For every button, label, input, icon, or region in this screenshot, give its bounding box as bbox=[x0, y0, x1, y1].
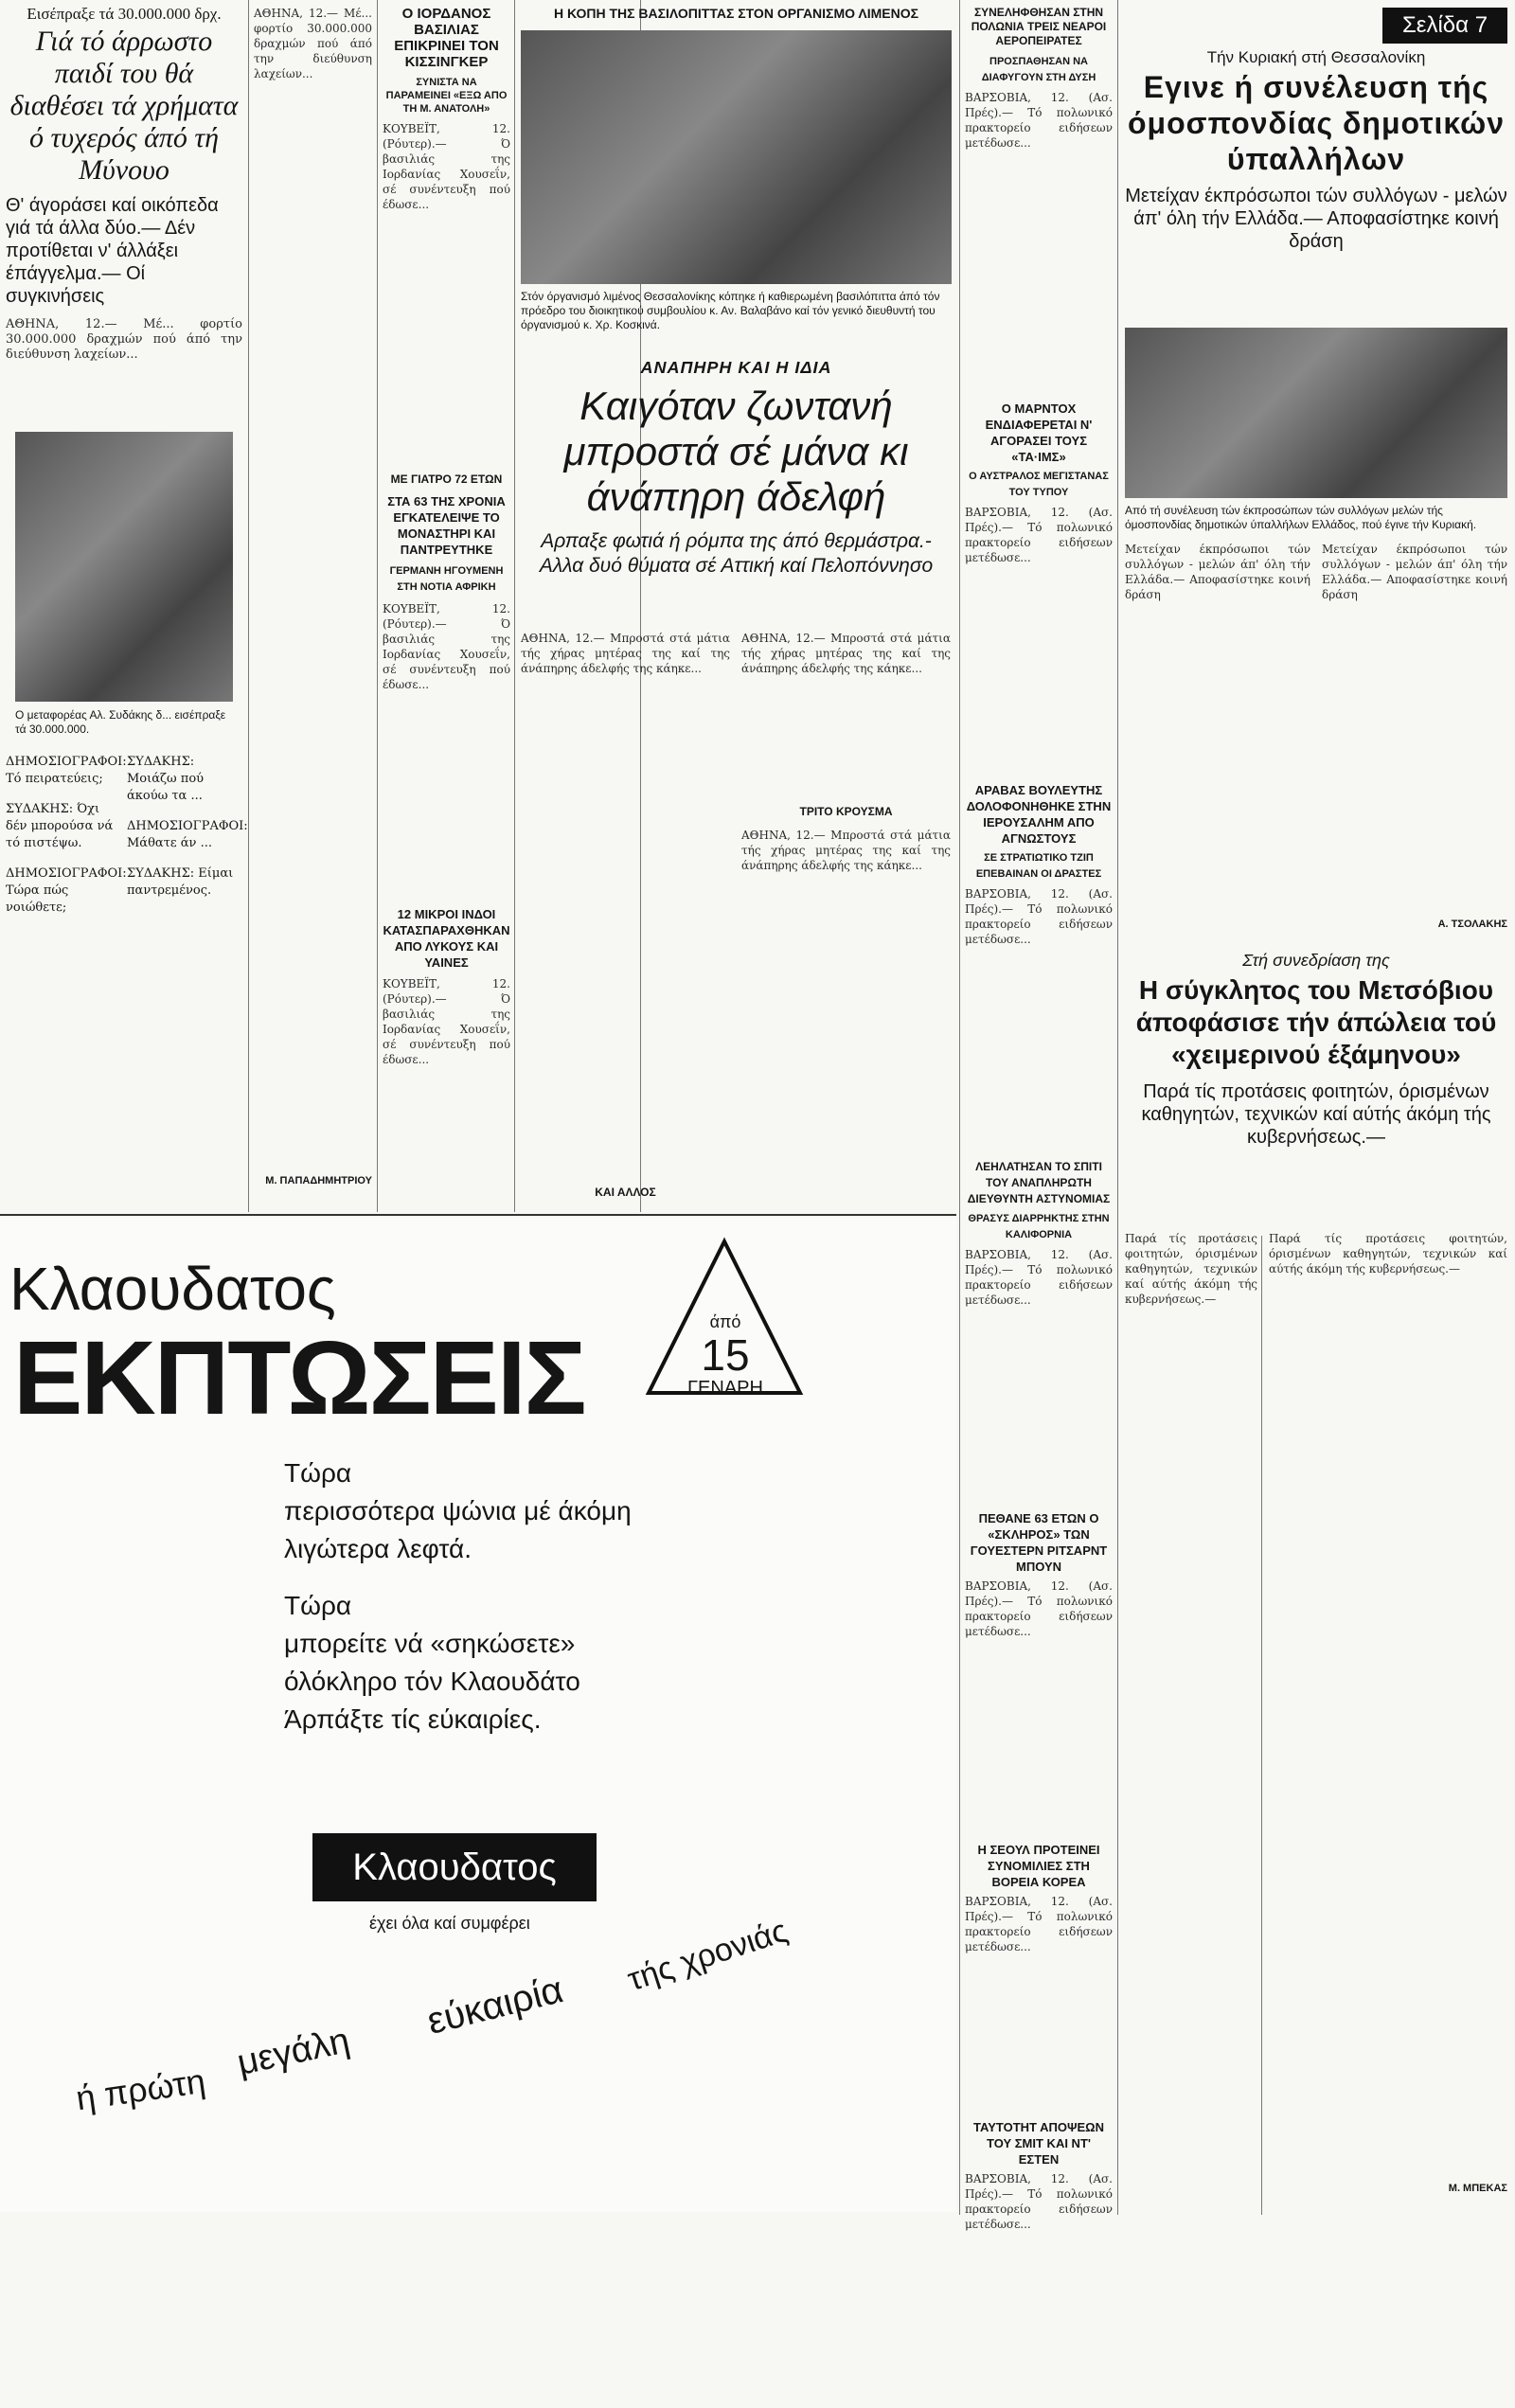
story-body: ΒΑΡΣΟΒΙΑ, 12. (Ασ. Πρές).— Τό πολωνικό πρακτορείο ειδήσεων μετέδωσε... bbox=[965, 1579, 1116, 1638]
story-headline: Εγινε ή συνέλευση τής όμοσπονδίας δημοτικών ύπαλλήλων bbox=[1128, 70, 1505, 176]
dialogue-line: ΔΗΜΟΣΙΟΓΡΑΦΟΙ: Τό πειρατεύεις; bbox=[6, 755, 127, 786]
klaoudatos-ad bbox=[0, 1218, 956, 2212]
wire-news-column bbox=[965, 6, 1116, 2231]
story-body: ΒΑΡΣΟΒΙΑ, 12. (Ασ. Πρές).— Τό πολωνικό πρακτορείο ειδήσεων μετέδωσε... bbox=[965, 2172, 1116, 2231]
story-subhead: Ο ΑΥΣΤΡΑΛΟΣ ΜΕΓΙΣΤΑΝΑΣ ΤΟΥ ΤΥΠΟΥ bbox=[969, 471, 1109, 498]
column-rule bbox=[1117, 0, 1118, 2215]
ad-word: τής χρονιάς bbox=[623, 1912, 793, 1999]
story-headline: Ο ΙΟΡΔΑΝΟΣ ΒΑΣΙΛΙΑΣ ΕΠΙΚΡΙΝΕΙ ΤΟΝ ΚΙΣΣΙΝΓΚΕΡ bbox=[394, 6, 499, 70]
ad-word: ή πρώτη bbox=[73, 2060, 208, 2118]
ad-line: Τώρα bbox=[284, 1458, 352, 1488]
story-kicker: Στή συνεδρίαση της bbox=[1242, 951, 1390, 970]
ad-line: όλόκληρο τόν Κλαουδάτο bbox=[284, 1667, 580, 1696]
story-body: Μετείχαν έκπρόσωποι τών συλλόγων - μελών άπ' όλη τήν Ελλάδα.— Αποφασίστηκε κοινή δράση bbox=[1125, 543, 1314, 601]
subsection-heading: ΤΡΙΤΟ ΚΡΟΥΣΜΑ bbox=[799, 805, 893, 818]
senate-story-col1 bbox=[1125, 1231, 1261, 2206]
story-headline: 12 ΜΙΚΡΟΙ ΙΝΔΟΙ ΚΑΤΑΣΠΑΡΑΧΘΗΚΑΝ ΑΠΟ ΛΥΚΟΥΣ ΚΑΙ ΥΑΙΝΕΣ bbox=[383, 907, 510, 970]
ad-top-rule bbox=[0, 1214, 956, 1216]
story-headline: Ο ΜΑΡΝΤΟΧ ΕΝΔΙΑΦΕΡΕΤΑΙ Ν' ΑΓΟΡΑΣΕΙ ΤΟΥΣ «ΤΑ·ΙΜΣ» bbox=[985, 401, 1093, 464]
ad-word: εύκαιρία bbox=[422, 1969, 568, 2043]
ad-logo: Κλαουδατος bbox=[312, 1833, 597, 1901]
story-headline: ΑΡΑΒΑΣ ΒΟΥΛΕΥΤΗΣ ΔΟΛΟΦΟΝΗΘΗΚΕ ΣΤΗΝ ΙΕΡΟΥΣΑΛΗΜ ΑΠΟ ΑΓΝΩΣΤΟΥΣ bbox=[966, 783, 1112, 846]
dialogue-line: ΣΥΔΑΚΗΣ: Είμαι παντρεμένος. bbox=[127, 866, 234, 898]
portrait-photo bbox=[15, 432, 233, 702]
ceremony-photo bbox=[521, 30, 952, 284]
ad-copy bbox=[284, 1454, 632, 1739]
ad-month: ΓΕΝΑΡΗ bbox=[687, 1378, 763, 1399]
story-body: Παρά τίς προτάσεις φοιτητών, όρισμένων καθηγητών, τεχνικών καί αύτής άκόμη τής κυβερνήσεως.— bbox=[1269, 1232, 1511, 1275]
story-subhead: ΣΥΝΙΣΤΑ ΝΑ ΠΑΡΑΜΕΙΝΕΙ «ΕΞΩ ΑΠΟ ΤΗ Μ. ΑΝΑΤΟΛΗ» bbox=[385, 77, 508, 115]
story-headline: ΛΕΗΛΑΤΗΣΑΝ ΤΟ ΣΠΙΤΙ ΤΟΥ ΑΝΑΠΛΗΡΩΤΗ ΔΙΕΥΘΥΝΤΗ ΑΣΤΥΝΟΜΙΑΣ bbox=[967, 1160, 1111, 1205]
ad-line: Άρπάξτε τίς εύκαιρίες. bbox=[284, 1704, 542, 1734]
photo-caption: Στόν όργανισμό λιμένος Θεσσαλονίκης κόπηκε ή καθιερωμένη βασιλόπιττα άπό τόν πρόεδρο του διοικητικού συμβουλίου κ. Αν. Βαλαβάνο καί τόν γενικό διευθυντή του όργανισμού κ. Χρ. Κοσκινά. bbox=[521, 290, 940, 331]
dialogue-continuation bbox=[254, 6, 376, 1208]
ad-line: περισσότερα ψώνια μέ άκόμη bbox=[284, 1496, 632, 1525]
story-subhead: ΠΡΟΣΠΑΘΗΣΑΝ ΝΑ ΔΙΑΦΥΓΟΥΝ ΣΤΗ ΔΥΣΗ bbox=[981, 56, 1096, 83]
dialogue-line: ΣΥΔΑΚΗΣ: Όχι δέν μπορούσα νά τό πιστέψω. bbox=[6, 802, 114, 850]
story-subhead: Θ' άγοράσει καί οικόπεδα γιά τά άλλα δύο.— Δέν προτίθεται ν' άλλάξει έπάγγελμα.— Οί συγκινήσεις bbox=[6, 195, 219, 307]
dialogue-list-right bbox=[127, 754, 248, 1208]
ad-line: μπορείτε νά «σηκώσετε» bbox=[284, 1629, 576, 1658]
story-headline: Καιγόταν ζωντανή μπροστά σέ μάνα κι άνάπηρη άδελφή bbox=[563, 383, 909, 519]
assembly-photo bbox=[1125, 328, 1507, 498]
story-headline: ΣΤΑ 63 ΤΗΣ ΧΡΟΝΙΑ ΕΓΚΑΤΕΛΕΙΨΕ ΤΟ ΜΟΝΑΣΤΗΡΙ ΚΑΙ ΠΑΝΤΡΕΥΤΗΚΕ bbox=[387, 494, 506, 557]
story-body: ΚΟΥΒΕΪΤ, 12. (Ρόυτερ).— Ό βασιλιάς της Ιορδανίας Χουσεΐν, σέ συνέντευξη πού έδωσε... bbox=[383, 977, 514, 1066]
column-rule bbox=[377, 0, 378, 1212]
federation-story bbox=[1125, 6, 1511, 1227]
column-rule bbox=[248, 0, 249, 1212]
story-kicker: Τήν Κυριακή στή Θεσσαλονίκη bbox=[1206, 48, 1426, 66]
dialogue-line: ΣΥΔΑΚΗΣ: Μοιάζω πού άκούω τα ... bbox=[127, 755, 205, 803]
story-headline: ΜΕ ΓΙΑΤΡΟ 72 ΕΤΩΝ bbox=[390, 473, 503, 486]
story-headline: ΠΕΘΑΝΕ 63 ΕΤΩΝ Ο «ΣΚΛΗΡΟΣ» ΤΩΝ ΓΟΥΕΣΤΕΡΝ ΡΙΤΣΑΡΝΤ ΜΠΟΥΝ bbox=[970, 1511, 1108, 1574]
center-stories bbox=[521, 6, 952, 1208]
ad-word: μεγάλη bbox=[233, 2021, 353, 2084]
story-body: ΒΑΡΣΟΒΙΑ, 12. (Ασ. Πρές).— Τό πολωνικό πρακτορείο ειδήσεων μετέδωσε... bbox=[965, 887, 1116, 946]
column-rule bbox=[959, 0, 960, 2215]
story-kicker: Εισέπραξε τά 30.000.000 δρχ. bbox=[27, 5, 222, 23]
story-headline: Η σύγκλητος του Μετσόβιου άποφάσισε τήν άπώλεια τού «χειμερινού έξάμηνου» bbox=[1135, 975, 1497, 1069]
story-body: ΚΟΥΒΕΪΤ, 12. (Ρόυτερ).— Ό βασιλιάς της Ιορδανίας Χουσεΐν, σέ συνέντευξη πού έδωσε... bbox=[383, 602, 514, 691]
byline: Μ. ΠΑΠΑΔΗΜΗΤΡΙΟΥ bbox=[265, 1175, 372, 1186]
story-body: ΒΑΡΣΟΒΙΑ, 12. (Ασ. Πρές).— Τό πολωνικό πρακτορείο ειδήσεων μετέδωσε... bbox=[965, 91, 1116, 150]
story-body: ΑΘΗΝΑ, 12.— Μέ... φορτίο 30.000.000 δραχμών πού άπό την διεύθυνση λαχείων... bbox=[254, 7, 376, 80]
story-subhead: Μετείχαν έκπρόσωποι τών συλλόγων - μελών άπ' όλη τήν Ελλάδα.— Αποφασίστηκε κοινή δράση bbox=[1125, 186, 1507, 252]
ad-slogan: έχει όλα καί συμφέρει bbox=[369, 1914, 530, 1933]
story-subhead: Παρά τίς προτάσεις φοιτητών, όρισμένων καθηγητών, τεχνικών καί αύτής άκόμη τής κυβερνήσεως.— bbox=[1141, 1081, 1491, 1148]
story-body: ΒΑΡΣΟΒΙΑ, 12. (Ασ. Πρές).— Τό πολωνικό πρακτορείο ειδήσεων μετέδωσε... bbox=[965, 1248, 1116, 1307]
story-subhead: ΓΕΡΜΑΝΗ ΗΓΟΥΜΕΝΗ ΣΤΗ ΝΟΤΙΑ ΑΦΡΙΚΗ bbox=[389, 565, 504, 593]
ad-date bbox=[678, 1312, 773, 1400]
story-body: ΑΘΗΝΑ, 12.— Μπροστά στά μάτια τής χήρας μητέρας της καί της άνάπηρης άδελφής της κάηκε... bbox=[741, 632, 954, 675]
subsection-heading: ΚΑΙ ΑΛΛΟΣ bbox=[595, 1186, 656, 1199]
column-rule bbox=[1261, 1236, 1262, 2215]
story-body: ΑΘΗΝΑ, 12.— Μπροστά στά μάτια τής χήρας μητέρας της καί της άνάπηρης άδελφής της κάηκε... bbox=[521, 632, 734, 675]
story-subhead: ΣΕ ΣΤΡΑΤΙΩΤΙΚΟ ΤΖΙΠ ΕΠΕΒΑΙΝΑΝ ΟΙ ΔΡΑΣΤΕΣ bbox=[975, 852, 1102, 880]
story-headline: ΣΥΝΕΛΗΦΘΗΣΑΝ ΣΤΗΝ ΠΟΛΩΝΙΑ ΤΡΕΙΣ ΝΕΑΡΟΙ ΑΕΡΟΠΕΙΡΑΤΕΣ bbox=[971, 6, 1107, 47]
story-body: ΒΑΡΣΟΒΙΑ, 12. (Ασ. Πρές).— Τό πολωνικό πρακτορείο ειδήσεων μετέδωσε... bbox=[965, 506, 1116, 564]
story-kicker: ΑΝΑΠΗΡΗ ΚΑΙ Η ΙΔΙΑ bbox=[640, 358, 832, 377]
ad-brand: Κλαουδατος bbox=[9, 1255, 336, 1323]
story-headline: ΤΑΥΤΟΤΗΤ ΑΠΟΨΕΩΝ ΤΟΥ ΣΜΙΤ ΚΑΙ ΝΤ' ΕΣΤΕΝ bbox=[973, 2120, 1104, 2167]
byline: Α. ΤΣΟΛΑΚΗΣ bbox=[1437, 919, 1507, 930]
story-body: Παρά τίς προτάσεις φοιτητών, όρισμένων καθηγητών, τεχνικών καί αύτής άκόμη τής κυβερνήσεως.— bbox=[1125, 1232, 1261, 1306]
ad-big: ΕΚΠΤΩΣΕΙΣ bbox=[13, 1320, 585, 1436]
page-number-box: Σελίδα 7 bbox=[1382, 8, 1507, 44]
story-headline: Η ΣΕΟΥΛ ΠΡΟΤΕΙΝΕΙ ΣΥΝΟΜΙΛΙΕΣ ΣΤΗ ΒΟΡΕΙΑ ΚΟΡΕΑ bbox=[977, 1843, 1100, 1889]
dialogue-line: ΔΗΜΟΣΙΟΓΡΑΦΟΙ: Τώρα πώς νοιώθετε; bbox=[6, 866, 127, 915]
byline: Μ. ΜΠΕΚΑΣ bbox=[1448, 2183, 1507, 2194]
ad-line: λιγώτερα λεφτά. bbox=[284, 1534, 472, 1563]
story-subhead: ΘΡΑΣΥΣ ΔΙΑΡΡΗΚΤΗΣ ΣΤΗΝ ΚΑΛΙΦΟΡΝΙΑ bbox=[968, 1213, 1110, 1240]
story-body: ΚΟΥΒΕΪΤ, 12. (Ρόυτερ).— Ό βασιλιάς της Ιορδανίας Χουσεΐν, σέ συνέντευξη πού έδωσε... bbox=[383, 122, 514, 211]
story-headline: Γιά τό άρρωστο παιδί του θά διαθέσει τά χρήματα ό τυχερός άπό τή Μύνουο bbox=[9, 26, 239, 186]
story-subhead: Αρπαξε φωτιά ή ρόμπα της άπό θερμάστρα.- Αλλα δυό θύματα σέ Αττική καί Πελοπόννησο bbox=[539, 530, 934, 577]
story-body: Μετείχαν έκπρόσωποι τών συλλόγων - μελών άπ' όλη τήν Ελλάδα.— Αποφασίστηκε κοινή δράση bbox=[1322, 543, 1511, 601]
ad-line: Τώρα bbox=[284, 1591, 352, 1620]
senate-story-col2 bbox=[1269, 1231, 1511, 2206]
story-body: ΑΘΗΝΑ, 12.— Μπροστά στά μάτια τής χήρας μητέρας της καί της άνάπηρης άδελφής της κάηκε... bbox=[741, 829, 954, 872]
story-body: ΒΑΡΣΟΒΙΑ, 12. (Ασ. Πρές).— Τό πολωνικό πρακτορείο ειδήσεων μετέδωσε... bbox=[965, 1895, 1116, 1953]
dialogue-line: ΔΗΜΟΣΙΟΓΡΑΦΟΙ: Μάθατε άν ... bbox=[127, 819, 248, 850]
column-rule bbox=[514, 0, 515, 1212]
story-body: ΑΘΗΝΑ, 12.— Μέ... φορτίο 30.000.000 δραχμών πού άπό την διεύθυνση λαχείων... bbox=[6, 317, 247, 362]
photo-caption: Ο μεταφορέας Αλ. Συδάκης δ... εισέπραξε τά 30.000.000. bbox=[15, 708, 226, 736]
jordan-story bbox=[383, 6, 514, 1208]
photo-caption: Από τή συνέλευση τών έκπροσώπων τών συλλόγων μελών τής όμοσπονδίας δημοτικών ύπαλλήλων Ελλάδος, πού έγινε τήν Κυριακή. bbox=[1125, 504, 1477, 531]
lottery-story bbox=[6, 5, 248, 1208]
ad-from: άπό bbox=[709, 1312, 741, 1331]
dialogue-list-left bbox=[6, 754, 127, 1208]
section-headline: Η ΚΟΠΗ ΤΗΣ ΒΑΣΙΛΟΠΙΤΤΑΣ ΣΤΟΝ ΟΡΓΑΝΙΣΜΟ ΛΙΜΕΝΟΣ bbox=[553, 6, 919, 21]
ad-day: 15 bbox=[701, 1330, 750, 1380]
